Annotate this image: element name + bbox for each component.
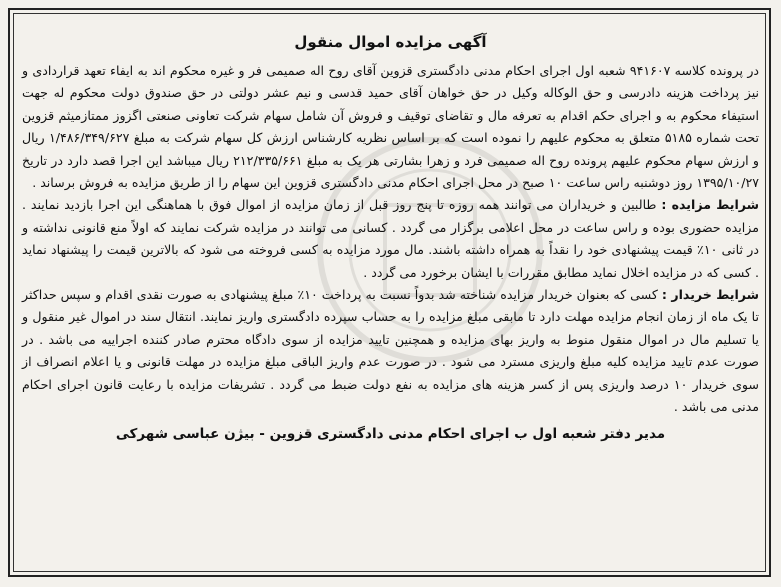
- buyer-terms-text: کسی که بعنوان خریدار مزایده شناخته شد بدواً نسبت به پرداخت ۱۰٪ مبلغ پیشنهادی به صورت نقدی اقدام و سپس حداکثر تا یک ماه از زمان انجام مزایده مهلت دارد تا مابقی مبلغ مزایده را به حساب سپرده دادگستری واریز نمایند. انتقال سند در اموال غیر منقول و یا تسلیم مال در اموال منقول منوط به واریز بهای مزایده و همچنین تایید مزایده از سوی دادگاه محترم صادر کننده اجراییه می باشد . در صورت عدم تایید مزایده کلیه مبلغ واریزی مسترد می شود . در صورت عدم واریز الباقی مبلغ مزایده در مهلت قانونی و یا اعلام انصراف از سوی خریدار ۱۰ درصد واریزی پس از کسر هزینه های مزایده به نفع دولت ضبط می گردد . تشریفات مزایده با رعایت قانون اجرای احکام مدنی می باشد .: [22, 287, 759, 415]
- buyer-terms-label: شرایط خریدار :: [661, 287, 760, 303]
- auction-terms-label: شرایط مزایده :: [661, 197, 759, 213]
- notice-title: آگهی مزایده اموال منقول: [294, 33, 487, 51]
- notice-body: [22, 30, 759, 575]
- auction-terms-paragraph: [22, 194, 759, 284]
- signature-line: مدیر دفتر شعبه اول ب اجرای احکام مدنی دادگستری قزوین - بیژن عباسی شهرکی: [115, 425, 666, 442]
- buyer-terms-paragraph: [22, 284, 759, 418]
- auction-terms-text: طالبین و خریداران می توانند همه روزه تا پنج روز قبل از زمان مزایده از اموال فوق با هماهنگی این اجرا بازدید نمایند . مزایده حضوری بوده و راس ساعت در محل اعلامی برگزار می گردد . کسانی می توانند در مزایده شرکت نمایند که اولاً منع قانونی نداشته و در ثانی ۱۰٪ قیمت پیشنهادی خود را نقداً به همراه داشته باشند. مال مورد مزایده به کسی فروخته می شود که بالاترین قیمت را پیشنهاد نماید . کسی که در مزایده اخلال نماید مطابق مقررات با ایشان برخورد می گردد .: [22, 197, 759, 280]
- notice-intro-paragraph: در پرونده کلاسه ۹۴۱۶۰۷ شعبه اول اجرای احکام مدنی دادگستری قزوین آقای روح اله صمیمی فر و غیره محکوم اند به ایفاء تعهد قراردادی و نیز پرداخت هزینه دادرسی و حق الوکاله وکیل در حق خواهان آقای حمید قدسی و نیم عشر دولتی در حق صندوق دولت محکوم له جهت استیفاء محکوم به و اجرای حکم اقدام به تعرفه مال و تقاضای توقیف و فروش آن شامل سهام شرکت تعاونی صنعتی اگزوز ممتازمیثم قزوین تحت شماره ۵۱۸۵ متعلق به محکوم علیهم را نموده است که بر اساس نظریه کارشناس ارزش کل سهام شرکت به مبلغ ۱/۴۸۶/۳۴۹/۶۲۷ ریال و ارزش سهام محکوم علیهم پرونده روح اله صمیمی فرد و زهرا بشارتی هر یک به مبلغ ۲۱۲/۳۳۵/۶۶۱ ریال میباشد این اجرا قصد دارد در تاریخ ۱۳۹۵/۱۰/۲۷ روز دوشنبه راس ساعت ۱۰ صبح در محل اجرای احکام مدنی دادگستری قزوین این سهام را از طریق مزایده به فروش برساند .: [22, 63, 760, 191]
